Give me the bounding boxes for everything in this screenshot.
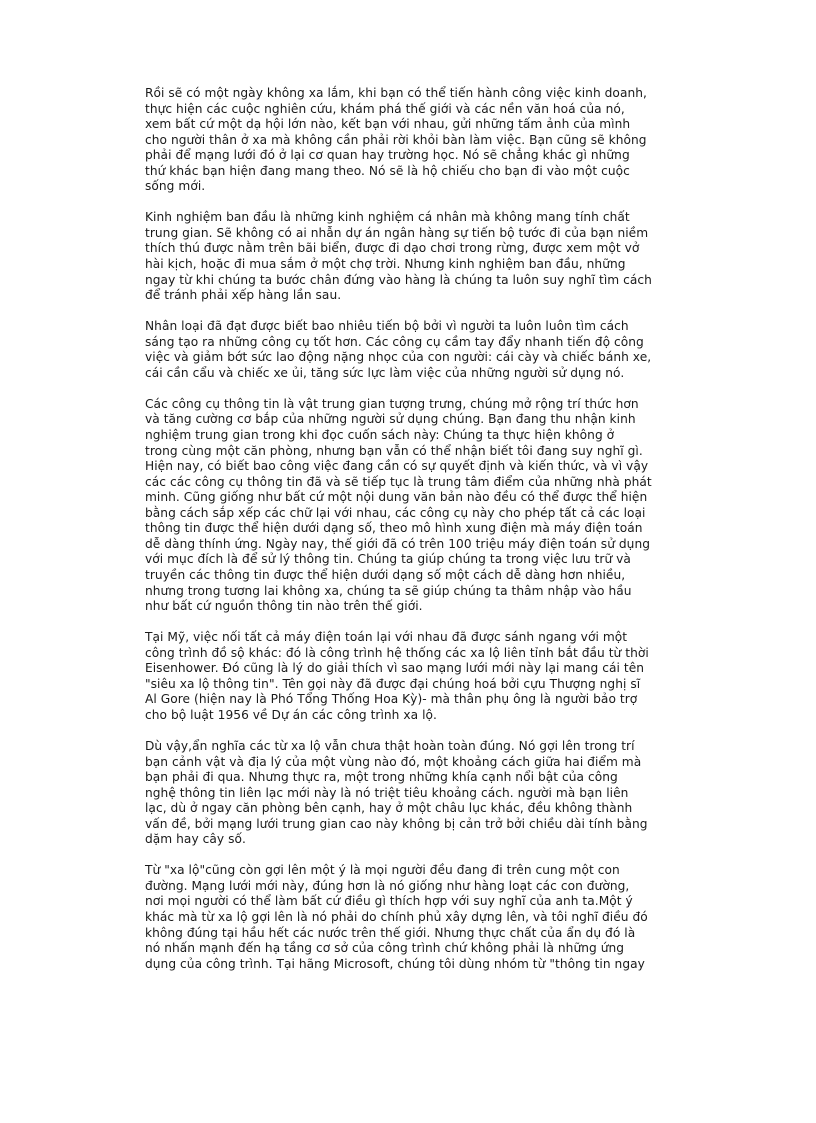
text-line: cái cần cẩu và chiếc xe ủi, tăng sức lực làm việc của những người sử dụng nó. [145,365,625,380]
text-line: cho bộ luật 1956 về Dự án các công trình xa lộ. [145,707,437,722]
paragraph-4 [145,397,705,615]
text-line: với mục đích là để sử lý thông tin. Chúng ta giúp chúng ta trong việc lưu trữ và [145,552,631,567]
text-line: thông tin được thể hiện dưới dạng số, theo mô hình xung điện mà máy điện toán [145,521,643,536]
text-line: "siêu xa lộ thông tin". Tên gọi này đã được đại chúng hoá bởi cựu Thượng nghị sĩ [145,676,641,691]
text-line: Từ "xa lộ"cũng còn gợi lên một ý là mọi người đều đang đi trên cung một con [145,863,620,878]
text-line: bằng cách sắp xếp các chữ lại với nhau, các công cụ này cho phép tất cả các loại [145,505,646,520]
text-line: Các công cụ thông tin là vật trung gian tượng trưng, chúng mở rộng trí thức hơn [145,396,639,411]
text-line: Nhân loại đã đạt được biết bao nhiêu tiến bộ bởi vì người ta luôn luôn tìm cách [145,319,629,334]
text-line: thích thú được nằm trên bãi biển, được đi dạo chơi trong rừng, được xem một vở [145,241,640,256]
text-line: khác mà từ xa lộ gợi lên là nó phải do chính phủ xây dựng lên, và tôi nghĩ điều đó [145,909,648,924]
text-line: Dù vậy,ẩn nghĩa các từ xa lộ vẫn chưa thật hoàn toàn đúng. Nó gợi lên trong trí [145,738,635,753]
text-line: Eisenhower. Đó cũng là lý do giải thích vì sao mạng lưới mới này lại mang cái tên [145,661,645,676]
text-line: nghiệm trung gian trong khi đọc cuốn sách này: Chúng ta thực hiện không ở [145,428,615,443]
text-line: thực hiện các cuộc nghiên cứu, khám phá thế giới và các nền văn hoá của nó, [145,101,625,116]
text-line: bạn phải đi qua. Nhưng thực ra, một trong những khía cạnh nổi bật của công [145,770,618,785]
text-line: thứ khác bạn hiện đang mang theo. Nó sẽ là hộ chiếu cho bạn đi vào một cuộc [145,163,630,178]
text-line: nó nhấn mạnh đến hạ tầng cơ sở của công trình chứ không phải là những ứng [145,941,625,956]
text-line: trong cùng một căn phòng, nhưng bạn vẫn có thể nhận biết tôi đang suy nghĩ gì. [145,443,643,458]
text-line: như bất cứ nguồn thông tin nào trên thế giới. [145,599,423,614]
text-line: dặm hay cây số. [145,832,246,847]
text-line: việc và giảm bớt sức lao động nặng nhọc của con người: cái cày và chiếc bánh xe, [145,350,652,365]
document-page [145,86,705,988]
text-line: truyền các thông tin được thể hiện dưới dạng số một cách dễ dàng hơn nhiều, [145,567,626,582]
text-line: cho người thân ở xa mà không cần phải rời khỏi bàn làm việc. Bạn cũng sẽ không [145,132,647,147]
text-line: sống mới. [145,179,206,194]
paragraph-2 [145,210,705,303]
text-line: công trình đồ sộ khác: đó là công trình hệ thống các xa lộ liên tỉnh bắt đầu từ thời [145,645,649,660]
text-line: Hiện nay, có biết bao công việc đang cần có sự quyết định và kiến thức, và vì vậy [145,459,649,474]
text-line: Tại Mỹ, việc nối tất cả máy điện toán lại với nhau đã được sánh ngang với một [145,630,628,645]
text-line: xem bất cứ một dạ hội lớn nào, kết bạn với nhau, gửi những tấm ảnh của mình [145,117,631,132]
paragraph-7 [145,863,705,972]
text-line: lạc, dù ở ngay căn phòng bên cạnh, hay ở một châu lục khác, đều không thành [145,801,633,816]
text-line: hài kịch, hoặc đi mua sắm ở một chợ trời. Nhưng kinh nghiệm ban đầu, những [145,257,626,272]
text-line: bạn cảnh vật và địa lý của một vùng nào đó, một khoảng cách giữa hai điểm mà [145,754,642,769]
text-line: dễ dàng thính ứng. Ngày nay, thế giới đã có trên 100 triệu máy điện toán sử dụng [145,536,651,551]
text-line: Rồi sẽ có một ngày không xa lắm, khi bạn có thể tiến hành công việc kinh doanh, [145,86,647,100]
text-line: nhưng trong tương lai không xa, chúng ta sẽ giúp chúng ta thâm nhập vào hầu [145,583,632,598]
paragraph-5 [145,630,705,723]
text-line: phải để mạng lưới đó ở lại cơ quan hay trường học. Nó sẽ chẳng khác gì những [145,148,630,163]
text-line: sáng tạo ra những công cụ tốt hơn. Các công cụ cầm tay đẩy nhanh tiến độ công [145,334,644,349]
text-line: Al Gore (hiện nay là Phó Tổng Thống Hoa Kỳ)- mà thân phụ ông là người bảo trợ [145,692,638,707]
text-line: nơi mọi người có thể làm bất cứ điều gì thích hợp với suy nghĩ của anh ta.Một ý [145,894,633,909]
text-line: để tránh phải xếp hàng lần sau. [145,288,342,303]
text-line: không đúng tại hầu hết các nước trên thế giới. Nhưng thực chất của ẩn dụ đó là [145,925,636,940]
text-line: và tăng cường cơ bắp của những người sử dụng chúng. Bạn đang thu nhận kinh [145,412,636,427]
text-line: dụng của công trình. Tại hãng Microsoft, chúng tôi dùng nhóm từ "thông tin ngay [145,956,645,971]
paragraph-6 [145,739,705,848]
text-line: ngay từ khi chúng ta bước chân đứng vào hàng là chúng ta luôn suy nghĩ tìm cách [145,272,652,287]
text-line: đường. Mạng lưới mới này, đúng hơn là nó giống như hàng loạt các con đường, [145,878,630,893]
text-line: các các công cụ thông tin đã và sẽ tiếp tục là trung tâm điểm của những nhà phát [145,474,652,489]
text-line: minh. Cũng giống như bất cứ một nội dung văn bản nào đều có thể được thể hiện [145,490,648,505]
paragraph-3 [145,319,705,381]
text-line: vấn đề, bởi mạng lưới trung gian cao này không bị cản trở bởi chiều dài tính bằng [145,816,648,831]
text-line: trung gian. Sẽ không có ai nhẫn dự án ngân hàng sự tiến bộ tước đi của bạn niềm [145,225,649,240]
text-line: Kinh nghiệm ban đầu là những kinh nghiệm cá nhân mà không mang tính chất [145,210,630,225]
paragraph-1 [145,86,705,195]
text-line: nghệ thông tin liên lạc mới này là nó triệt tiêu khoảng cách. người mà bạn liên [145,785,629,800]
